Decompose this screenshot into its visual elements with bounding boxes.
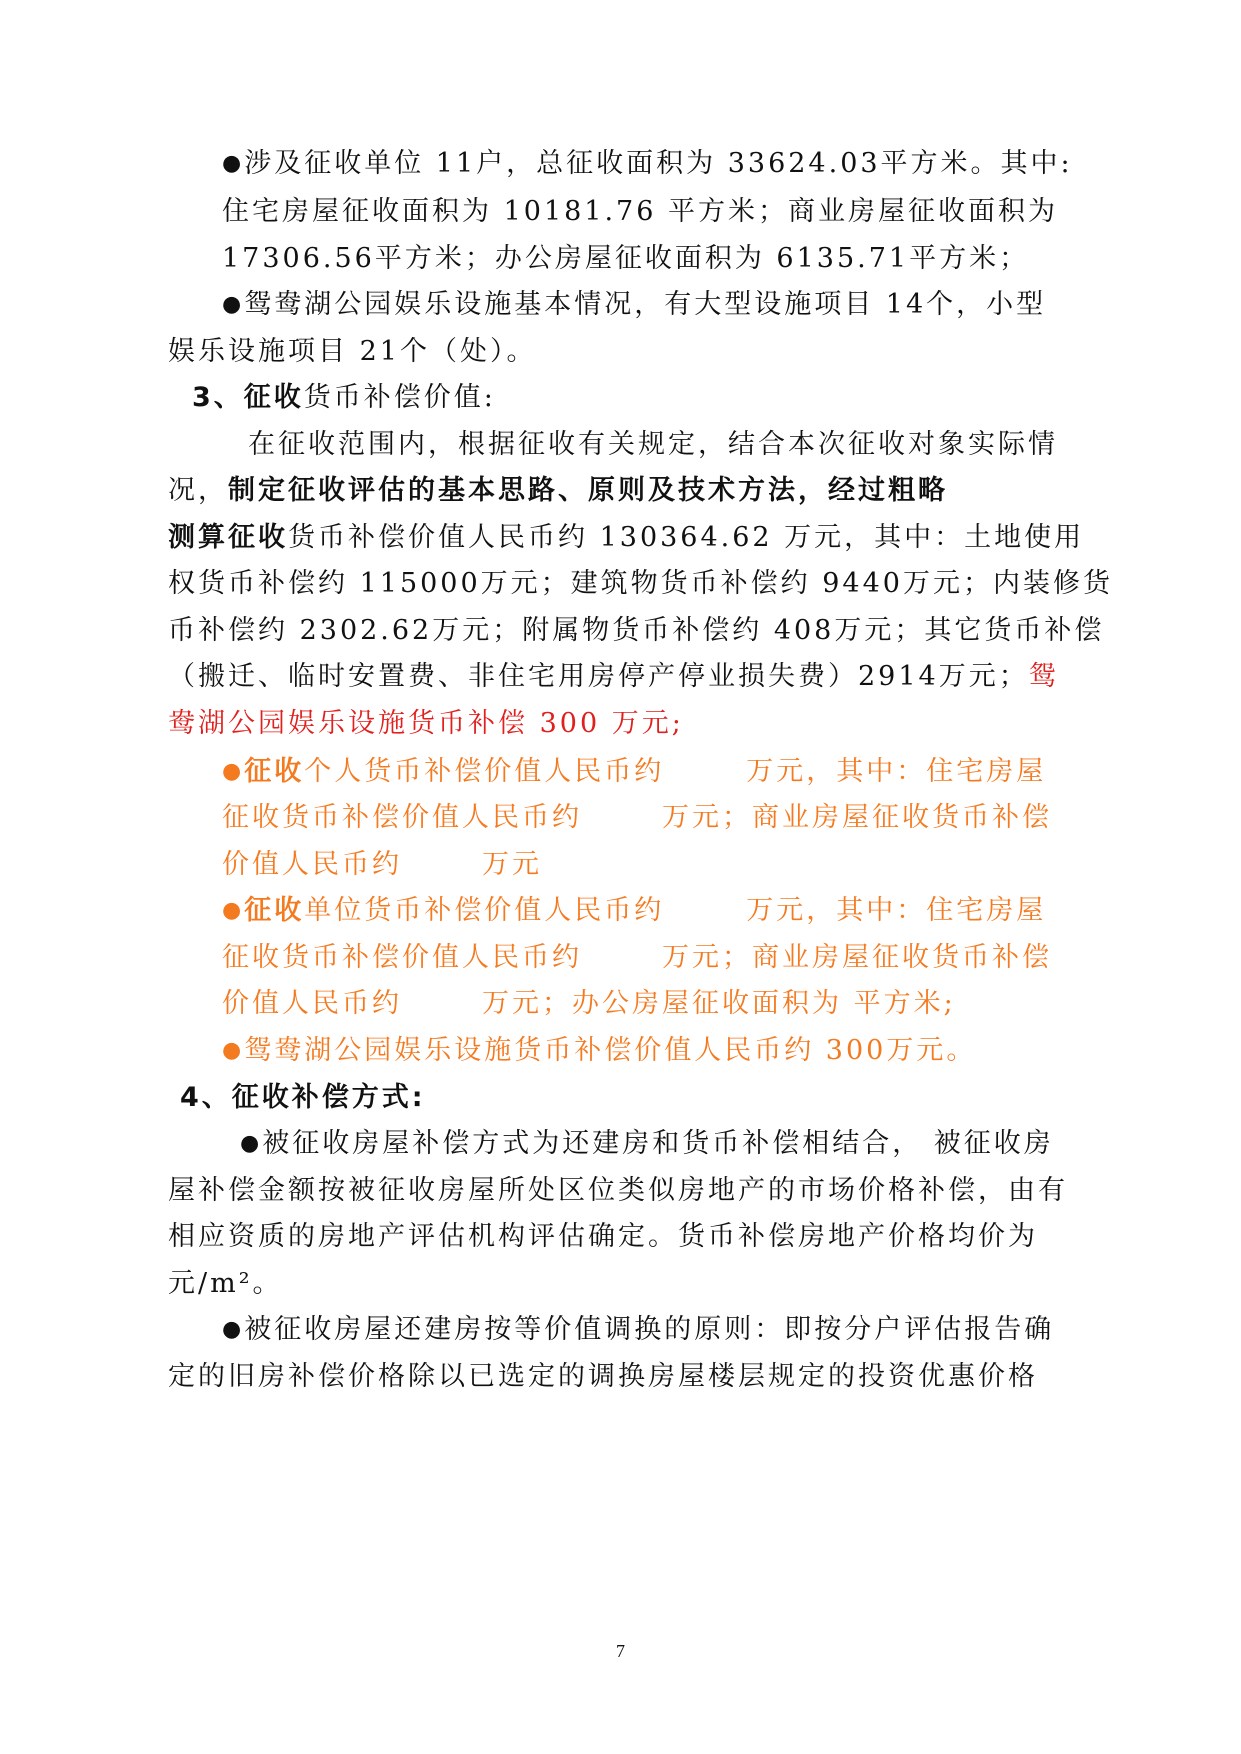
paragraph-line: 屋补偿金额按被征收房屋所处区位类似房地产的市场价格补偿，由有 <box>168 1175 1068 1206</box>
text-segment: 万元 <box>482 849 542 880</box>
personal-compensation-line3 <box>222 847 542 883</box>
paragraph-line: 币补偿约 2302.62万元；附属物货币补偿约 408万元；其它货币补偿 <box>168 615 1105 646</box>
bold-segment: 征收 <box>244 756 305 787</box>
bullet-paragraph-units-line3: 17306.56平方米；办公房屋征收面积为 6135.71平方米； <box>222 243 1030 274</box>
bullet-icon: ● <box>240 1131 263 1156</box>
text-segment: 价值人民币约 <box>222 988 402 1019</box>
unit-compensation-line2 <box>222 940 1052 976</box>
text-segment: 征收货币补偿价值人民币约 <box>222 802 582 833</box>
paragraph-line: 元/m²。 <box>168 1268 283 1299</box>
section-heading-3 <box>192 380 496 416</box>
bold-segment: 测算征收 <box>168 522 288 553</box>
page-number: 7 <box>616 1641 625 1661</box>
paragraph-line <box>168 520 1085 556</box>
text-segment: 价值人民币约 <box>222 849 402 880</box>
text-segment: 征收货币补偿价值人民币约 <box>222 942 582 973</box>
heading-bold: 3、征收 <box>192 382 304 413</box>
text-segment: 况， <box>168 475 228 506</box>
text-segment: 涉及征收单位 11户，总征收面积为 33624.03平方米。其中: <box>244 148 1073 179</box>
bullet-icon: ● <box>222 898 245 923</box>
text-segment: 万元，其中：住宅房屋 <box>746 895 1047 926</box>
heading-rest: 货币补偿价值: <box>303 382 496 413</box>
text-segment: 万元，其中：住宅房屋 <box>746 756 1047 787</box>
text-segment: 万元；办公房屋征收面积为 平方米; <box>482 988 956 1019</box>
bullet-paragraph-units-line2: 住宅房屋征收面积为 10181.76 平方米；商业房屋征收面积为 <box>222 196 1058 227</box>
text-segment: 被征收房屋补偿方式为还建房和货币补偿相结合， 被征收房 <box>262 1128 1054 1159</box>
text-segment: （搬迁、临时安置费、非住宅用房停产停业损失费）2914万元； <box>168 661 1029 692</box>
unit-compensation-line1 <box>222 893 1046 931</box>
paragraph-line <box>168 659 1059 695</box>
text-segment: 被征收房屋还建房按等价值调换的原则：即按分户评估报告确 <box>244 1314 1055 1345</box>
personal-compensation-line2 <box>222 800 1052 836</box>
text-segment: 个人货币补偿价值人民币约 <box>304 756 665 787</box>
unit-compensation-line3 <box>222 986 956 1022</box>
text-segment: 万元；商业房屋征收货币补偿 <box>662 802 1052 833</box>
bullet-icon: ● <box>222 151 245 176</box>
text-segment: 鸳鸯湖公园娱乐设施基本情况，有大型设施项目 14个，小型 <box>244 289 1047 320</box>
paragraph-line: 权货币补偿约 115000万元；建筑物货币补偿约 9440万元；内装修货 <box>168 568 1113 599</box>
paragraph-line: 在征收范围内，根据征收有关规定，结合本次征收对象实际情 <box>248 429 1058 460</box>
bullet-icon: ● <box>222 292 245 317</box>
personal-compensation-line1 <box>222 754 1046 792</box>
bullet-icon: ● <box>222 759 245 784</box>
text-segment: 万元；商业房屋征收货币补偿 <box>662 942 1052 973</box>
red-segment: 鸳 <box>1028 661 1059 692</box>
bullet-paragraph-units-line1 <box>222 146 1073 184</box>
paragraph-line: 定的旧房补偿价格除以已选定的调换房屋楼层规定的投资优惠价格 <box>168 1361 1038 1392</box>
paragraph-line <box>240 1126 1054 1164</box>
bullet-paragraph-park-line1 <box>222 287 1047 325</box>
text-segment: 单位货币补偿价值人民币约 <box>304 895 665 926</box>
park-compensation-line <box>222 1033 976 1071</box>
bullet-paragraph-park-line2: 娱乐设施项目 21个（处）。 <box>168 336 537 367</box>
paragraph-line: 相应资质的房地产评估机构评估确定。货币补偿房地产价格均价为 <box>168 1221 1038 1252</box>
paragraph-line <box>168 473 948 509</box>
bold-segment: 征收 <box>244 895 305 926</box>
paragraph-line <box>222 1312 1055 1350</box>
bullet-icon: ● <box>222 1317 245 1342</box>
text-segment: 鸳鸯湖公园娱乐设施货币补偿价值人民币约 300万元。 <box>244 1035 977 1066</box>
paragraph-line-red: 鸯湖公园娱乐设施货币补偿 300 万元; <box>168 708 684 739</box>
section-heading-4: 4、征收补偿方式: <box>180 1082 426 1113</box>
bold-segment: 制定征收评估的基本思路、原则及技术方法，经过粗略 <box>228 475 948 506</box>
text-segment: 货币补偿价值人民币约 130364.62 万元，其中：土地使用 <box>288 522 1085 553</box>
bullet-icon: ● <box>222 1038 245 1063</box>
